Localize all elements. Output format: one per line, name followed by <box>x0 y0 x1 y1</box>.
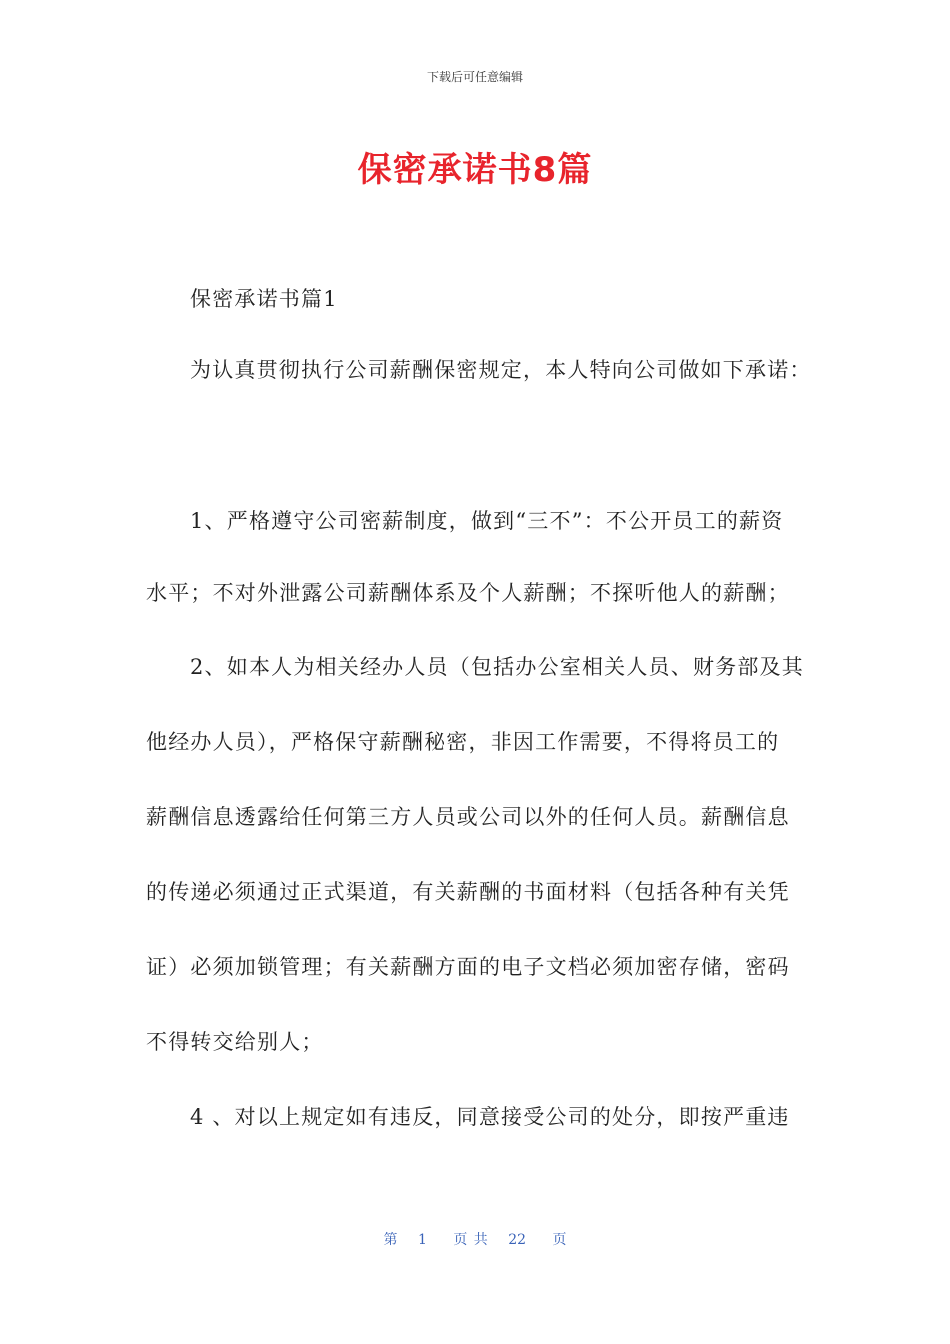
section-heading: 保密承诺书篇1 <box>190 287 338 311</box>
clause-1-line-1: 1、严格遵守公司密薪制度，做到“三不”：不公开员工的薪资 <box>190 509 784 533</box>
clause-2-line-5: 证）必须加锁管理；有关薪酬方面的电子文档必须加密存储，密码 <box>146 955 790 979</box>
clause-2-line-1: 2、如本人为相关经办人员（包括办公室相关人员、财务部及其 <box>190 655 804 679</box>
clause-2-line-2: 他经办人员），严格保守薪酬秘密，非因工作需要，不得将员工的 <box>146 730 780 754</box>
clause-1-line-2: 水平；不对外泄露公司薪酬体系及个人薪酬；不探听他人的薪酬； <box>146 581 790 605</box>
document-title: 保密承诺书8篇 <box>357 150 593 190</box>
clause-2-line-6: 不得转交给别人； <box>146 1030 324 1054</box>
intro-paragraph: 为认真贯彻执行公司薪酬保密规定，本人特向公司做如下承诺： <box>190 358 812 382</box>
footer-total-pages: 22 <box>508 1232 527 1248</box>
header-note: 下载后可任意编辑 <box>426 70 523 84</box>
footer-prefix: 第 <box>383 1232 398 1248</box>
clause-4-line-1: 4 、对以上规定如有违反，同意接受公司的处分，即按严重违 <box>190 1105 790 1129</box>
footer-middle: 页 共 <box>453 1232 488 1248</box>
footer-suffix: 页 <box>552 1232 567 1248</box>
clause-2-line-4: 的传递必须通过正式渠道，有关薪酬的书面材料（包括各种有关凭 <box>146 880 790 904</box>
page-footer <box>0 1229 950 1249</box>
footer-page-number: 1 <box>417 1232 427 1248</box>
clause-2-line-3: 薪酬信息透露给任何第三方人员或公司以外的任何人员。薪酬信息 <box>146 805 790 829</box>
